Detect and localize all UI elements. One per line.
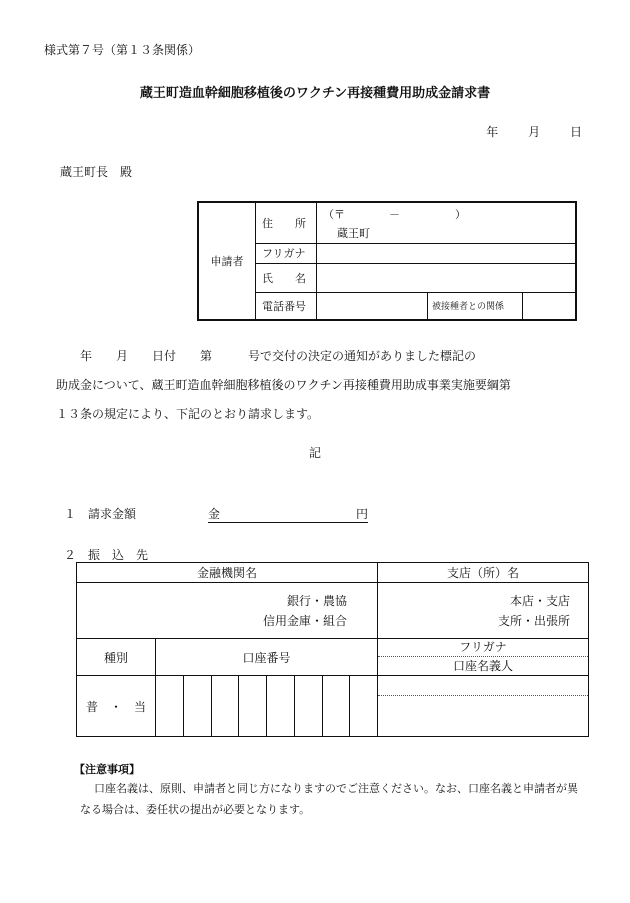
branch-field[interactable] [378,583,589,639]
institution-header: 金融機関名 [77,563,378,583]
holder-field-cell [378,676,589,737]
amount-prefix: 金 [208,507,221,521]
relation-field[interactable] [523,293,576,319]
date-year: 年 [486,125,499,139]
address-label: 住 所 [256,202,317,243]
account-number-header: 口座番号 [156,639,378,676]
postal-code-field: （〒 － ） [323,208,466,221]
branch-option-1: 本店・支店 [509,593,570,608]
addressee: 蔵王町長 殿 [60,165,133,179]
account-digit-7[interactable] [322,676,350,737]
name-label: 氏 名 [256,263,317,292]
holder-name-header: 口座名義人 [452,659,513,673]
applicant-group-label: 申請者 [198,202,256,320]
furigana-label: フリガナ [256,243,317,263]
phone-label: 電話番号 [256,292,317,320]
account-digit-2[interactable] [183,676,211,737]
form-number: 様式第７号（第１３条関係） [44,43,201,57]
claim-amount-row [64,505,368,522]
account-digit-1[interactable] [156,676,184,737]
date-day: 日 [569,125,582,139]
body-line-3: １３条の規定により、下記のとおり請求します。 [56,407,320,421]
transfer-label: ２ 振 込 先 [64,548,149,562]
date-line [460,123,582,140]
date-month: 月 [528,125,541,139]
institution-option-2: 信用金庫・組合 [262,613,347,628]
relation-label: 被接種者との関係 [428,293,523,319]
body-line-1: 年 月 日付 第 号で交付の決定の通知がありました標記の [56,349,477,363]
account-digit-spare [350,676,378,737]
holder-name-field[interactable] [378,696,588,736]
body-line-2: 助成金について、蔵王町造血幹細胞移植後のワクチン再接種費用助成事業実施要綱第 [56,378,511,392]
type-header: 種別 [77,639,156,676]
relation-cell [428,292,577,320]
address-field[interactable] [317,202,577,243]
notes-text: 口座名義は、原則、申請者と同じ方になりますのでご注意ください。なお、口座名義と申請者が異なる場合は、委任状の提出が必要となります。 [80,782,578,816]
furigana-field[interactable] [317,243,577,263]
bank-table [76,562,589,737]
phone-field[interactable] [317,292,428,320]
name-field[interactable] [317,263,577,292]
notes-heading: 【注意事項】 [74,763,140,776]
page-title: 蔵王町造血幹細胞移植後のワクチン再接種費用助成金請求書 [139,86,491,101]
holder-furigana-header: フリガナ [378,639,588,657]
applicant-table [197,201,577,321]
account-digit-5[interactable] [267,676,295,737]
amount-suffix: 円 [355,507,368,521]
account-type-field[interactable]: 普 ・ 当 [77,676,156,737]
claim-amount-label: １ 請求金額 [64,507,137,521]
address-town: 蔵王町 [337,227,370,240]
account-digit-3[interactable] [211,676,239,737]
institution-option-1: 銀行・農協 [286,593,347,608]
branch-option-2: 支所・出張所 [497,613,570,628]
holder-header-cell [378,639,589,676]
institution-field[interactable] [77,583,378,639]
branch-header: 支店（所）名 [378,563,589,583]
claim-amount-field[interactable] [208,505,368,523]
ki-heading: 記 [308,446,321,460]
account-digit-6[interactable] [294,676,322,737]
account-digit-4[interactable] [239,676,267,737]
holder-furigana-field[interactable] [378,676,588,696]
